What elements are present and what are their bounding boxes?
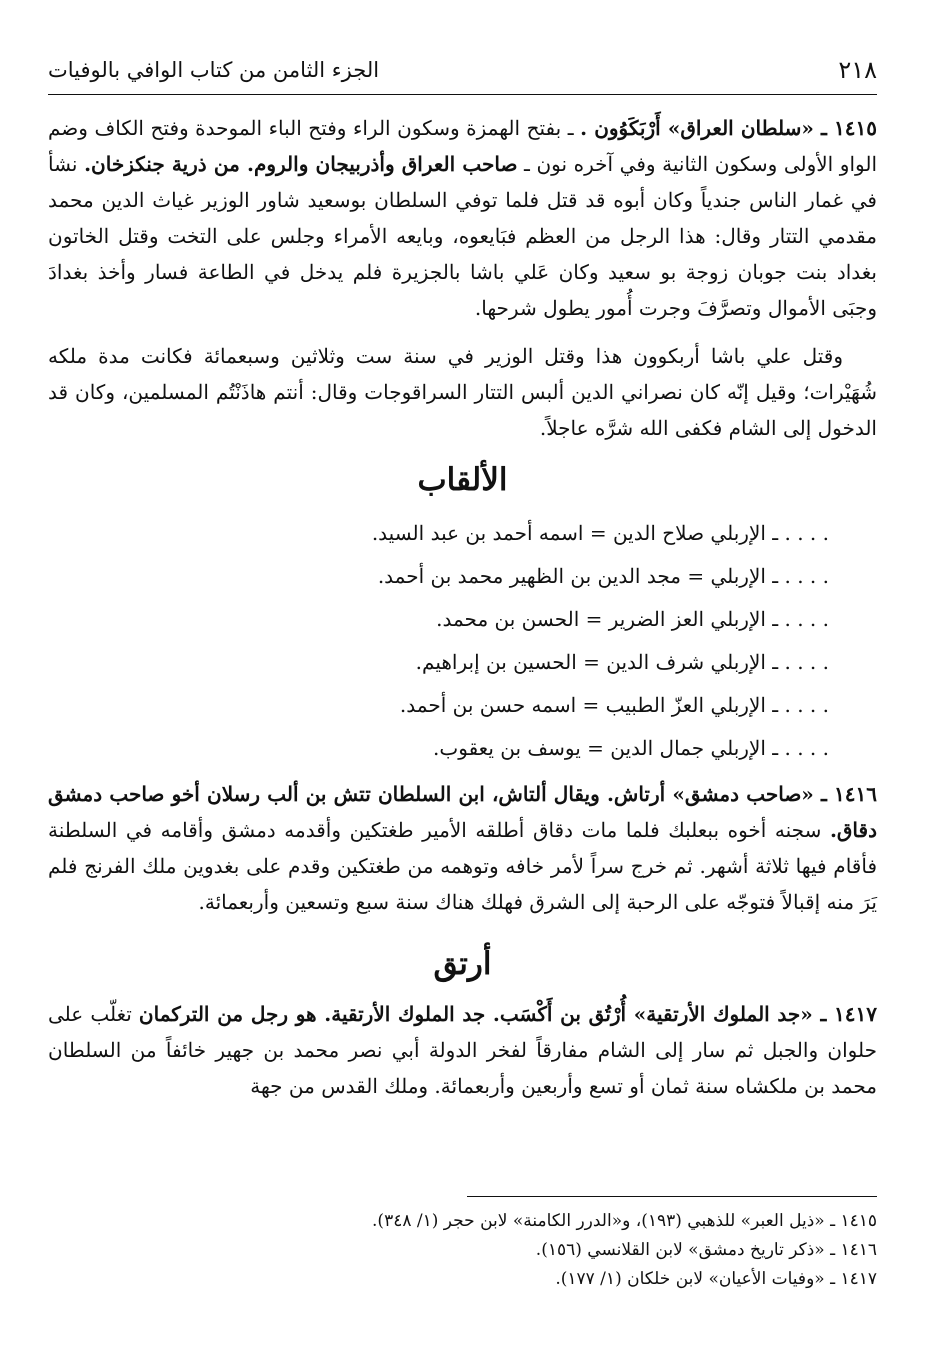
page-number: ٢١٨ xyxy=(838,56,877,84)
page-header xyxy=(48,50,877,95)
entry-1415-lead: ١٤١٥ ـ «سلطان العراق» أَرْبَكَوُون . xyxy=(580,116,877,140)
footnote-1416: ١٤١٦ ـ «ذكر تاريخ دمشق» لابن القلانسي (١٥٦). xyxy=(535,1240,877,1260)
main-text xyxy=(48,110,877,1116)
entry-1417 xyxy=(48,996,877,1104)
list-item: . . . . ـ الإربلي العزّ الطبيب = اسمه حسن بن أحمد. xyxy=(399,693,829,717)
alqab-list xyxy=(48,512,877,770)
running-title: الجزء الثامن من كتاب الوافي بالوفيات xyxy=(48,58,380,82)
footnote-1415: ١٤١٥ ـ «ذيل العبر» للذهبي (١٩٣)، و«الدرر الكامنة» لابن حجر (١/ ٣٤٨). xyxy=(372,1211,877,1231)
list-item: . . . . ـ الإربلي شرف الدين = الحسين بن إبراهيم. xyxy=(415,650,829,674)
section-heading-artuq: أرتق xyxy=(433,946,492,982)
list-item: . . . . ـ الإربلي صلاح الدين = اسمه أحمد بن عبد السيد. xyxy=(371,521,829,545)
entry-1417-text: تغلّب على حلوان والجبل ثم سار إلى الشام مفارقاً لفخر الدولة أبي نصر محمد بن جهير خائفاً من السلطان محمد بن ملكشاه سنة ثمان أو تسع وأربعين وأربعمائة. وملك القدس من جهة xyxy=(48,1002,877,1098)
entry-1415-bold-1: صاحب العراق وأذربيجان والروم. من ذرية جنكزخان. xyxy=(84,152,518,176)
list-item: . . . . ـ الإربلي العز الضرير = الحسن بن محمد. xyxy=(436,607,829,631)
footnotes xyxy=(68,1196,877,1294)
entry-1416 xyxy=(48,776,877,920)
entry-1415 xyxy=(48,110,877,326)
list-item: . . . . ـ الإربلي = مجد الدين بن الظهير محمد بن أحمد. xyxy=(377,564,829,588)
list-item: . . . . ـ الإربلي جمال الدين = يوسف بن يعقوب. xyxy=(433,736,829,760)
entry-1416-lead: ١٤١٦ ـ «صاحب دمشق» أرتاش. ويقال ألتاش، ابن السلطان تتش بن ألب رسلان أخو صاحب دمشق دقاق. xyxy=(48,782,877,842)
entry-1415-text-2: نشأ في غمار الناس جندياً وكان أبوه قد قتل فلما توفي السلطان بوسعيد شاور الوزير غياث الدين محمد مقدمي التتار وقال: هذا الرجل من العظم فبَايعوه، وبايعه الأمراء وجلس على التخت وقتل الخاتون بغداد بنت جوبان زوجة بو سعيد وكان عَلي باشا بالجزيرة فلم يدخل في الطاعة فسار وأخذ بغدادَ وجبَى الأموال وتصرَّفَ وجرت أُمور يطول شرحها. xyxy=(48,152,877,320)
footnote-1417: ١٤١٧ ـ «وفيات الأعيان» لابن خلكان (١/ ١٧٧). xyxy=(555,1269,877,1289)
entry-1417-lead: ١٤١٧ ـ «جد الملوك الأرتقية» أُرْتُق بن أَكْسَب. جد الملوك الأرتقية. هو رجل من التركمان xyxy=(138,1002,878,1026)
entry-1415-text-1: ـ بفتح الهمزة وسكون الراء وفتح الباء الموحدة وفتح الكاف وضم الواو الأولى وسكون الثانية وفي آخره نون ـ xyxy=(48,116,878,176)
entry-1416-text: سجنه أخوه ببعلبك فلما مات دقاق أطلقه الأمير طغتكين وأقدمه دمشق وأقامه في السلطنة فأقام فيها ثلاثة أشهر. ثم خرج سراً لأمر خافه وتوهمه من طغتكين وقدم على بغدوين ملك الفرنج فلم يَرَ منه إقبالاً فتوجّه على الرحبة إلى الشرق فهلك هناك سنة سبع وتسعين وأربعمائة. xyxy=(48,818,877,914)
footnote-divider xyxy=(467,1196,877,1197)
section-heading-alqab: الألقاب xyxy=(417,462,508,498)
entry-1415-paragraph-2: وقتل علي باشا أربكوون هذا وقتل الوزير في سنة ست وثلاثين وسبعمائة فكانت مدة ملكه شُهَيْرات؛ وقيل إنّه كان نصراني الدين ألبس التتار السراقوجات وقال: أنتم هاذَنْتُم المسلمين، وكان قد الدخول إلى الشام فكفى الله شرَّه عاجلاً. xyxy=(48,344,877,440)
